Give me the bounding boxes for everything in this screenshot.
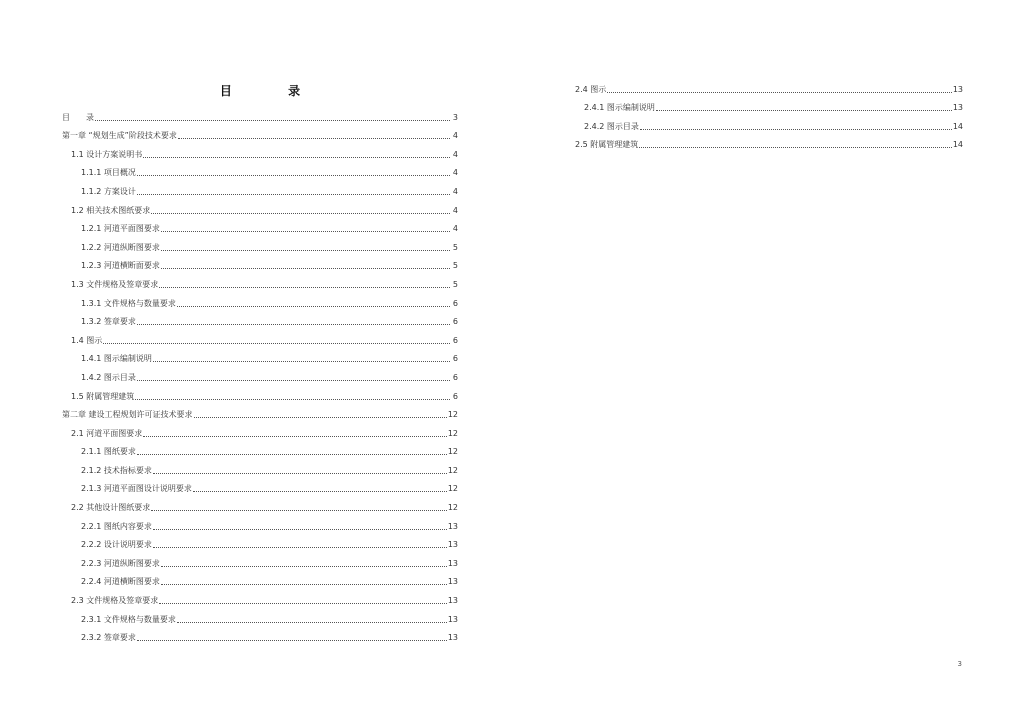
- toc-entry-page: 4: [452, 168, 458, 178]
- toc-entry-text: 2.1.3 河道平面图设计说明要求: [81, 484, 192, 494]
- toc-entry[interactable]: [62, 364, 458, 383]
- toc-entry[interactable]: [62, 141, 458, 160]
- toc-entry-page: 12: [447, 465, 458, 475]
- toc-entry-text: 1.2.1 河道平面图要求: [81, 224, 160, 234]
- dot-leader: [151, 510, 447, 511]
- dot-leader: [137, 640, 447, 641]
- dot-leader: [137, 194, 450, 195]
- toc-entry-text: 1.1.2 方案设计: [81, 186, 136, 196]
- dot-leader: [177, 622, 447, 623]
- dot-leader: [607, 92, 952, 93]
- toc-entry-text: 第二章 建设工程规划许可证技术要求: [62, 410, 193, 420]
- page-number: 3: [957, 660, 962, 668]
- toc-entry-text: 2.3 文件规格及签章要求: [71, 596, 159, 606]
- toc-entry[interactable]: [575, 95, 963, 114]
- dot-leader: [153, 361, 450, 362]
- dot-leader: [640, 129, 952, 130]
- toc-right-column: [575, 76, 963, 150]
- dot-leader: [135, 399, 450, 400]
- toc-entry-page: 12: [447, 503, 458, 513]
- toc-entry-text: 1.2 相关技术图纸要求: [71, 205, 151, 215]
- toc-entry-page: 13: [447, 540, 458, 550]
- toc-entry-page: 5: [452, 242, 458, 252]
- dot-leader: [103, 343, 450, 344]
- dot-leader: [177, 306, 450, 307]
- toc-entry[interactable]: [62, 625, 458, 644]
- toc-entry-text: 2.2 其他设计图纸要求: [71, 503, 151, 513]
- toc-entry-text: 2.2.2 设计说明要求: [81, 540, 152, 550]
- toc-entry-text: 2.3.1 文件规格与数量要求: [81, 614, 176, 624]
- toc-entry-page: 4: [452, 205, 458, 215]
- toc-entry[interactable]: [62, 587, 458, 606]
- toc-title: 目 录: [219, 84, 327, 98]
- toc-entry-text: 2.1 河道平面图要求: [71, 428, 143, 438]
- toc-entry[interactable]: [62, 104, 458, 123]
- toc-entry-page: 3: [452, 112, 458, 122]
- toc-entry-text: 2.2.1 图纸内容要求: [81, 521, 152, 531]
- toc-entry[interactable]: [62, 606, 458, 625]
- dot-leader: [161, 268, 450, 269]
- toc-entry[interactable]: [62, 253, 458, 272]
- toc-entry-text: 1.2.2 河道纵断图要求: [81, 242, 160, 252]
- toc-entry[interactable]: [575, 113, 963, 132]
- dot-leader: [161, 584, 447, 585]
- toc-entry-page: 14: [952, 140, 963, 150]
- dot-leader: [639, 147, 952, 148]
- dot-leader: [95, 120, 450, 121]
- dot-leader: [161, 231, 450, 232]
- toc-entry-page: 6: [452, 391, 458, 401]
- toc-entry-text: 1.1 设计方案说明书: [71, 149, 143, 159]
- toc-entry[interactable]: [62, 178, 458, 197]
- dot-leader: [143, 157, 450, 158]
- toc-entry[interactable]: [575, 132, 963, 151]
- toc-entry-text: 1.4.1 图示编制说明: [81, 354, 152, 364]
- toc-entry-page: 13: [447, 633, 458, 643]
- toc-entry-page: 5: [452, 279, 458, 289]
- toc-entry-text: 2.1.1 图纸要求: [81, 447, 136, 457]
- toc-entry-text: 2.4.1 图示编制说明: [584, 103, 655, 113]
- toc-entry-text: 1.1.1 项目概况: [81, 168, 136, 178]
- dot-leader: [137, 380, 450, 381]
- toc-entry[interactable]: [62, 346, 458, 365]
- toc-entry-page: 6: [452, 298, 458, 308]
- toc-entry[interactable]: [62, 439, 458, 458]
- dot-leader: [137, 324, 450, 325]
- toc-entry[interactable]: [62, 234, 458, 253]
- toc-entry-page: 6: [452, 317, 458, 327]
- toc-entry-page: 6: [452, 372, 458, 382]
- toc-entry[interactable]: [62, 271, 458, 290]
- toc-entry[interactable]: [62, 327, 458, 346]
- toc-entry[interactable]: [62, 457, 458, 476]
- toc-entry-text: 2.2.3 河道纵断图要求: [81, 558, 160, 568]
- toc-entry-text: 1.3 文件规格及签章要求: [71, 279, 159, 289]
- dot-leader: [159, 603, 447, 604]
- toc-entry-page: 13: [447, 596, 458, 606]
- dot-leader: [151, 213, 450, 214]
- toc-entry[interactable]: [575, 76, 963, 95]
- toc-entry-text: 1.3.2 签章要求: [81, 317, 136, 327]
- toc-entry-page: 14: [952, 121, 963, 131]
- toc-entry[interactable]: [62, 494, 458, 513]
- toc-entry[interactable]: [62, 123, 458, 142]
- dot-leader: [178, 138, 450, 139]
- toc-entry-page: 12: [447, 484, 458, 494]
- toc-entry-text: 2.4.2 图示目录: [584, 121, 639, 131]
- toc-entry[interactable]: [62, 402, 458, 421]
- toc-entry-text: 1.5 附属管理建筑: [71, 391, 135, 401]
- toc-entry-text: 目 录: [62, 112, 94, 122]
- toc-entry-page: 13: [447, 558, 458, 568]
- toc-entry-page: 13: [447, 577, 458, 587]
- toc-entry-page: 4: [452, 224, 458, 234]
- toc-entry-page: 13: [952, 103, 963, 113]
- toc-entry-text: 第一章 “规划生成”阶段技术要求: [62, 131, 177, 141]
- toc-entry-page: 5: [452, 261, 458, 271]
- toc-entry[interactable]: [62, 383, 458, 402]
- dot-leader: [161, 250, 450, 251]
- toc-entry-page: 12: [447, 428, 458, 438]
- toc-entry-text: 1.3.1 文件规格与数量要求: [81, 298, 176, 308]
- toc-entry-page: 12: [447, 410, 458, 420]
- dot-leader: [194, 417, 447, 418]
- toc-entry[interactable]: [62, 569, 458, 588]
- dot-leader: [137, 175, 450, 176]
- toc-entry-text: 2.1.2 技术指标要求: [81, 465, 152, 475]
- toc-entry[interactable]: [62, 532, 458, 551]
- toc-entry-text: 2.3.2 签章要求: [81, 633, 136, 643]
- dot-leader: [161, 566, 447, 567]
- toc-entry-page: 4: [452, 149, 458, 159]
- toc-entry-text: 1.2.3 河道横断面要求: [81, 261, 160, 271]
- dot-leader: [137, 454, 447, 455]
- toc-entry[interactable]: [62, 513, 458, 532]
- toc-entry-page: 4: [452, 186, 458, 196]
- toc-entry[interactable]: [62, 197, 458, 216]
- toc-entry-page: 12: [447, 447, 458, 457]
- dot-leader: [143, 436, 447, 437]
- toc-entry-text: 2.2.4 河道横断图要求: [81, 577, 160, 587]
- dot-leader: [159, 287, 450, 288]
- toc-entry-page: 13: [952, 84, 963, 94]
- dot-leader: [153, 547, 447, 548]
- toc-entry-text: 1.4.2 图示目录: [81, 372, 136, 382]
- toc-entry[interactable]: [62, 550, 458, 569]
- toc-entry[interactable]: [62, 309, 458, 328]
- toc-entry-text: 2.5 附属管理建筑: [575, 140, 639, 150]
- toc-entry-page: 13: [447, 521, 458, 531]
- toc-entry-text: 2.4 图示: [575, 84, 607, 94]
- dot-leader: [153, 529, 447, 530]
- toc-left-column: [62, 104, 458, 643]
- toc-entry-page: 6: [452, 335, 458, 345]
- toc-entry[interactable]: [62, 160, 458, 179]
- toc-entry[interactable]: [62, 420, 458, 439]
- toc-entry-page: 13: [447, 614, 458, 624]
- dot-leader: [193, 491, 447, 492]
- toc-entry[interactable]: [62, 216, 458, 235]
- dot-leader: [656, 110, 952, 111]
- toc-entry-page: 6: [452, 354, 458, 364]
- toc-entry-text: 1.4 图示: [71, 335, 103, 345]
- toc-entry[interactable]: [62, 290, 458, 309]
- toc-entry-page: 4: [452, 131, 458, 141]
- toc-entry[interactable]: [62, 476, 458, 495]
- dot-leader: [153, 473, 447, 474]
